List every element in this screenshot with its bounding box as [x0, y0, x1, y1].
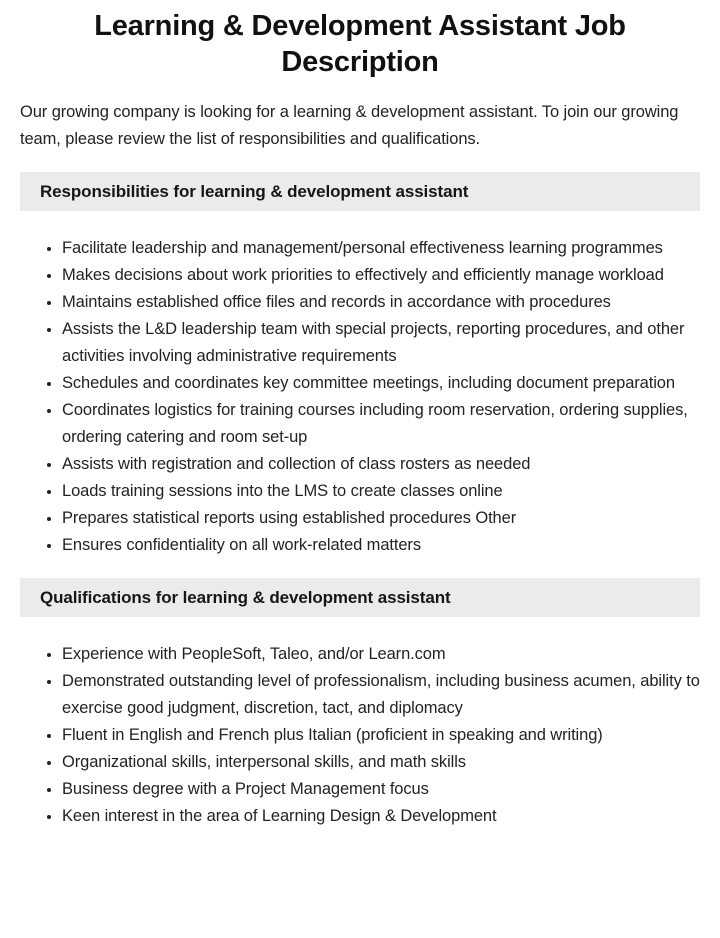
list-item: • Loads training sessions into the LMS to create classes online	[62, 478, 700, 505]
responsibilities-section-header	[20, 172, 700, 211]
qualifications-section-header	[20, 578, 700, 617]
list-item: • Assists the L&D leadership team with special projects, reporting procedures, and other activities involving administrative requirements	[62, 316, 700, 370]
list-item: • Ensures confidentiality on all work-related matters	[62, 532, 700, 559]
list-item: • Makes decisions about work priorities to effectively and efficiently manage workload	[62, 262, 700, 289]
list-item: • Demonstrated outstanding level of professionalism, including business acumen, ability to exercise good judgment, discretion, tact, and diplomacy	[62, 668, 700, 722]
section-qualifications	[20, 578, 700, 830]
responsibilities-bullet-list	[20, 235, 700, 559]
list-item: • Prepares statistical reports using established procedures Other	[62, 505, 700, 532]
list-item: • Business degree with a Project Management focus	[62, 776, 700, 803]
list-item: • Organizational skills, interpersonal skills, and math skills	[62, 749, 700, 776]
list-item: • Experience with PeopleSoft, Taleo, and/or Learn.com	[62, 641, 700, 668]
list-item: • Schedules and coordinates key committee meetings, including document preparation	[62, 370, 700, 397]
list-item: • Maintains established office files and records in accordance with procedures	[62, 289, 700, 316]
list-item: • Facilitate leadership and management/personal effectiveness learning programmes	[62, 235, 700, 262]
job-description-page	[0, 8, 720, 830]
responsibilities-heading-text: Responsibilities for learning & development assistant	[40, 181, 469, 201]
list-item: • Keen interest in the area of Learning Design & Development	[62, 803, 700, 830]
page-title: Learning & Development Assistant Job Description	[94, 10, 626, 78]
section-responsibilities	[20, 172, 700, 559]
qualifications-heading-text: Qualifications for learning & development assistant	[40, 587, 451, 607]
qualifications-bullet-list	[20, 641, 700, 830]
list-item: • Coordinates logistics for training courses including room reservation, ordering supplies, ordering catering and room set-up	[62, 397, 700, 451]
list-item: • Assists with registration and collection of class rosters as needed	[62, 451, 700, 478]
intro-paragraph: Our growing company is looking for a learning & development assistant. To join our growing team, please review the list of responsibilities and qualifications.	[20, 103, 679, 148]
list-item: • Fluent in English and French plus Italian (proficient in speaking and writing)	[62, 722, 700, 749]
